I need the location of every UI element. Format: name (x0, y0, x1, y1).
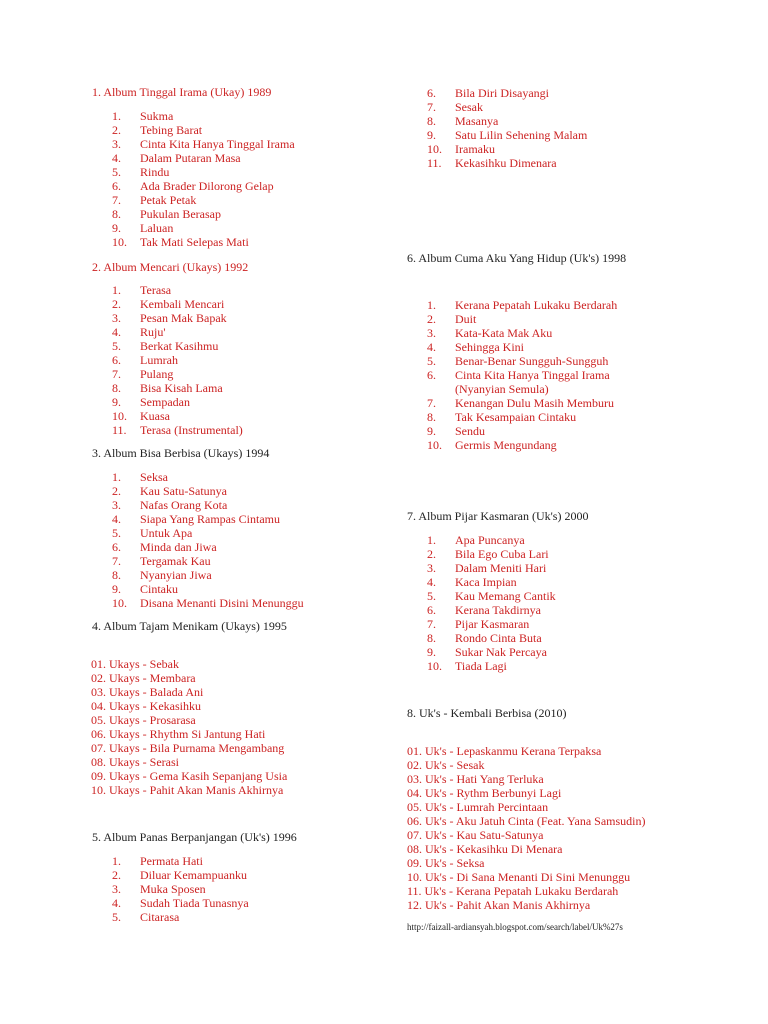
track-title: Pijar Kasmaran (455, 617, 530, 631)
track-number: 8. (427, 410, 436, 424)
track-title: Germis Mengundang (455, 438, 557, 452)
track-title: Lumrah (140, 353, 178, 367)
track-number: 7. (112, 554, 121, 568)
track-title: Tak Mati Selepas Mati (140, 235, 249, 249)
track-title: Permata Hati (140, 854, 203, 868)
track-title: Tiada Lagi (455, 659, 507, 673)
track-title: Sudah Tiada Tunasnya (140, 896, 249, 910)
track-item: 03. Uk's - Hati Yang Terluka (407, 772, 544, 786)
track-number: 4. (427, 575, 436, 589)
track-title: Masanya (455, 114, 499, 128)
track-number: 5. (112, 526, 121, 540)
album-title: 8. Uk's - Kembali Berbisa (2010) (407, 706, 567, 720)
track-title: Tak Kesampaian Cintaku (455, 410, 577, 424)
track-item: 09. Uk's - Seksa (407, 856, 485, 870)
track-title: Sukar Nak Percaya (455, 645, 547, 659)
track-title: Bila Ego Cuba Lari (455, 547, 549, 561)
track-number: 8. (112, 568, 121, 582)
track-title: Kuasa (140, 409, 170, 423)
track-number: 2. (112, 297, 121, 311)
track-title: Satu Lilin Sehening Malam (455, 128, 588, 142)
track-number: 9. (427, 645, 436, 659)
track-title: Sempadan (140, 395, 190, 409)
track-title: Tergamak Kau (140, 554, 211, 568)
track-item: 07. Uk's - Kau Satu-Satunya (407, 828, 544, 842)
track-number: 4. (112, 151, 121, 165)
track-item: 02. Uk's - Sesak (407, 758, 485, 772)
track-item: 12. Uk's - Pahit Akan Manis Akhirnya (407, 898, 591, 912)
track-number: 10. (427, 142, 442, 156)
track-number: 11. (112, 423, 127, 437)
track-title: Apa Puncanya (455, 533, 525, 547)
track-number: 9. (112, 221, 121, 235)
track-item: 04. Uk's - Rythm Berbunyi Lagi (407, 786, 562, 800)
track-number: 9. (112, 395, 121, 409)
track-title: Cinta Kita Hanya Tinggal Irama (140, 137, 295, 151)
track-title: Pukulan Berasap (140, 207, 221, 221)
track-number: 3. (427, 326, 436, 340)
track-title: Rindu (140, 165, 170, 179)
track-title: Iramaku (455, 142, 495, 156)
track-title: Dalam Meniti Hari (455, 561, 547, 575)
track-number: 4. (112, 325, 121, 339)
track-number: 4. (112, 896, 121, 910)
track-item: 09. Ukays - Gema Kasih Sepanjang Usia (91, 769, 288, 783)
track-title: Ada Brader Dilorong Gelap (140, 179, 274, 193)
track-number: 2. (112, 484, 121, 498)
track-item: 11. Uk's - Kerana Pepatah Lukaku Berdarah (407, 884, 619, 898)
track-number: 6. (427, 86, 436, 100)
track-item: 08. Uk's - Kekasihku Di Menara (407, 842, 563, 856)
track-title: Kembali Mencari (140, 297, 225, 311)
track-title: Duit (455, 312, 477, 326)
track-number: 3. (112, 882, 121, 896)
track-number: 7. (112, 193, 121, 207)
track-number: 5. (112, 339, 121, 353)
track-title: Disana Menanti Disini Menunggu (140, 596, 304, 610)
track-title: Ruju' (140, 325, 166, 339)
track-number: 6. (112, 179, 121, 193)
track-number: 9. (112, 582, 121, 596)
track-number: 1. (427, 533, 436, 547)
track-number: 3. (112, 137, 121, 151)
track-number: 1. (112, 109, 121, 123)
track-title: Sesak (455, 100, 483, 114)
track-number: 5. (112, 165, 121, 179)
track-title: Berkat Kasihmu (140, 339, 219, 353)
track-item: 03. Ukays - Balada Ani (91, 685, 204, 699)
track-title: Kerana Pepatah Lukaku Berdarah (455, 298, 618, 312)
track-title: Dalam Putaran Masa (140, 151, 241, 165)
source-link[interactable]: http://faizall-ardiansyah.blogspot.com/search/label/Uk%27s (407, 922, 623, 932)
track-number: 11. (427, 156, 442, 170)
track-title: Sendu (455, 424, 485, 438)
track-number: 10. (112, 596, 127, 610)
track-item: 05. Uk's - Lumrah Percintaan (407, 800, 549, 814)
track-number: 6. (112, 540, 121, 554)
track-item: 06. Ukays - Rhythm Si Jantung Hati (91, 727, 266, 741)
track-number: 3. (112, 498, 121, 512)
track-number: 10. (427, 659, 442, 673)
track-number: 8. (112, 207, 121, 221)
track-number: 6. (427, 603, 436, 617)
track-title: Petak Petak (140, 193, 197, 207)
track-number: 10. (427, 438, 442, 452)
track-number: 1. (112, 854, 121, 868)
album-title: 7. Album Pijar Kasmaran (Uk's) 2000 (407, 509, 589, 523)
track-number: 3. (112, 311, 121, 325)
track-title: Kenangan Dulu Masih Memburu (455, 396, 614, 410)
track-number: 5. (427, 589, 436, 603)
track-number: 7. (427, 617, 436, 631)
track-title: Sehingga Kini (455, 340, 524, 354)
track-title: Kerana Takdirnya (455, 603, 541, 617)
track-number: 2. (112, 123, 121, 137)
track-item: 04. Ukays - Kekasihku (91, 699, 201, 713)
track-item: 02. Ukays - Membara (91, 671, 196, 685)
track-number: 2. (112, 868, 121, 882)
track-number: 4. (112, 512, 121, 526)
track-number: 1. (427, 298, 436, 312)
track-item: 01. Ukays - Sebak (91, 657, 179, 671)
track-title: Minda dan Jiwa (140, 540, 217, 554)
track-number: 8. (112, 381, 121, 395)
track-item: 05. Ukays - Prosarasa (91, 713, 196, 727)
track-item: 10. Ukays - Pahit Akan Manis Akhirnya (91, 783, 284, 797)
track-item: 10. Uk's - Di Sana Menanti Di Sini Menunggu (407, 870, 631, 884)
track-title: Nyanyian Jiwa (140, 568, 212, 582)
track-number: 2. (427, 312, 436, 326)
track-title: Laluan (140, 221, 174, 235)
track-title: Bila Diri Disayangi (455, 86, 549, 100)
track-number: 10. (112, 235, 127, 249)
album-title: 6. Album Cuma Aku Yang Hidup (Uk's) 1998 (407, 251, 627, 265)
track-number: 7. (427, 100, 436, 114)
track-title: Untuk Apa (140, 526, 193, 540)
track-title: Kau Satu-Satunya (140, 484, 227, 498)
track-title: Kaca Impian (455, 575, 517, 589)
track-title: Cintaku (140, 582, 178, 596)
track-number: 6. (427, 368, 436, 382)
album-title: 2. Album Mencari (Ukays) 1992 (92, 260, 249, 274)
track-title: Kata-Kata Mak Aku (455, 326, 553, 340)
track-title: Cinta Kita Hanya Tinggal Irama (Nyanyian Semula) (455, 368, 610, 396)
album-title: 3. Album Bisa Berbisa (Ukays) 1994 (92, 446, 270, 460)
track-number: 9. (427, 424, 436, 438)
track-number: 6. (112, 353, 121, 367)
track-number: 9. (427, 128, 436, 142)
track-item: 01. Uk's - Lepaskanmu Kerana Terpaksa (407, 744, 602, 758)
track-title: Citarasa (140, 910, 180, 924)
track-title: Benar-Benar Sungguh-Sungguh (455, 354, 609, 368)
track-title: Seksa (140, 470, 168, 484)
album-title: 4. Album Tajam Menikam (Ukays) 1995 (92, 619, 287, 633)
track-title: Terasa (Instrumental) (140, 423, 243, 437)
track-number: 1. (112, 283, 121, 297)
track-number: 3. (427, 561, 436, 575)
track-title: Tebing Barat (140, 123, 203, 137)
track-list (407, 744, 646, 912)
track-number: 8. (427, 114, 436, 128)
track-item: 06. Uk's - Aku Jatuh Cinta (Feat. Yana Samsudin) (407, 814, 646, 828)
track-title: Pesan Mak Bapak (140, 311, 227, 325)
track-title: Pulang (140, 367, 174, 381)
album-title: 1. Album Tinggal Irama (Ukay) 1989 (92, 85, 272, 99)
track-title: Bisa Kisah Lama (140, 381, 223, 395)
track-title: Rondo Cinta Buta (455, 631, 542, 645)
track-number: 2. (427, 547, 436, 561)
track-number: 7. (112, 367, 121, 381)
track-title: Diluar Kemampuanku (140, 868, 247, 882)
track-title: Kau Memang Cantik (455, 589, 556, 603)
track-number: 8. (427, 631, 436, 645)
track-item: 07. Ukays - Bila Purnama Mengambang (91, 741, 285, 755)
track-number: 5. (112, 910, 121, 924)
track-title: Kekasihku Dimenara (455, 156, 557, 170)
track-title: Nafas Orang Kota (140, 498, 228, 512)
track-title: Siapa Yang Rampas Cintamu (140, 512, 280, 526)
track-item: 08. Ukays - Serasi (91, 755, 179, 769)
track-title: Sukma (140, 109, 174, 123)
track-number: 10. (112, 409, 127, 423)
track-number: 5. (427, 354, 436, 368)
track-number: 7. (427, 396, 436, 410)
track-list (91, 657, 287, 797)
track-title: Muka Sposen (140, 882, 206, 896)
track-number: 1. (112, 470, 121, 484)
track-title: Terasa (140, 283, 172, 297)
album-title: 5. Album Panas Berpanjangan (Uk's) 1996 (92, 830, 297, 844)
track-number: 4. (427, 340, 436, 354)
